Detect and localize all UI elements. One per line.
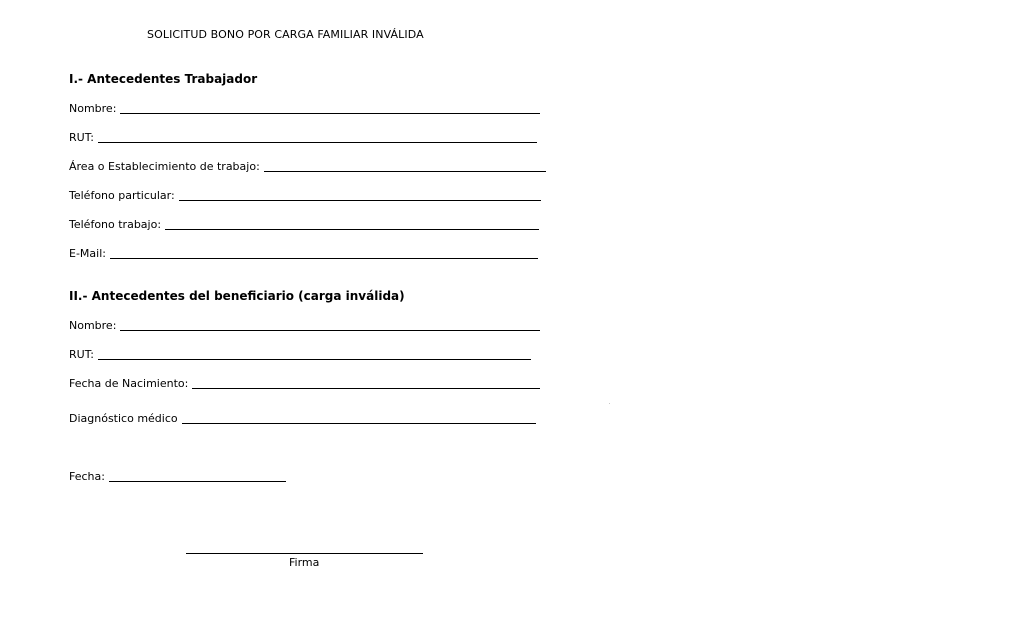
field-label: Área o Establecimiento de trabajo: bbox=[69, 160, 260, 173]
field-blank-line[interactable] bbox=[182, 423, 536, 424]
field-beneficiary-diagnostico bbox=[69, 410, 536, 426]
field-label: Fecha de Nacimiento: bbox=[69, 377, 189, 390]
field-blank-line[interactable] bbox=[120, 330, 540, 331]
scan-speck bbox=[609, 403, 610, 404]
field-blank-line[interactable] bbox=[179, 200, 541, 201]
section-heading-beneficiary: II.- Antecedentes del beneficiario (carga inválida) bbox=[69, 289, 405, 303]
field-beneficiary-nombre bbox=[69, 317, 540, 333]
field-blank-line[interactable] bbox=[98, 359, 531, 360]
field-label: Fecha: bbox=[69, 470, 105, 483]
field-fecha bbox=[69, 468, 286, 484]
signature-line[interactable] bbox=[186, 553, 423, 554]
field-blank-line[interactable] bbox=[98, 142, 537, 143]
signature-label: Firma bbox=[289, 556, 320, 569]
field-worker-telefono-particular bbox=[69, 187, 541, 203]
field-worker-email bbox=[69, 245, 538, 261]
field-label: Diagnóstico médico bbox=[69, 412, 178, 425]
field-label: Nombre: bbox=[69, 319, 117, 332]
field-beneficiary-rut bbox=[69, 346, 531, 362]
field-worker-telefono-trabajo bbox=[69, 216, 539, 232]
field-blank-line[interactable] bbox=[165, 229, 539, 230]
field-label: RUT: bbox=[69, 348, 94, 361]
field-worker-rut bbox=[69, 129, 537, 145]
field-label: Teléfono particular: bbox=[69, 189, 175, 202]
field-label: E-Mail: bbox=[69, 247, 106, 260]
field-blank-line[interactable] bbox=[264, 171, 546, 172]
page-title: SOLICITUD BONO POR CARGA FAMILIAR INVÁLIDA bbox=[147, 28, 424, 41]
field-label: RUT: bbox=[69, 131, 94, 144]
field-beneficiary-fecha-nacimiento bbox=[69, 375, 540, 391]
field-worker-nombre bbox=[69, 100, 540, 116]
field-blank-line[interactable] bbox=[120, 113, 540, 114]
field-blank-line[interactable] bbox=[192, 388, 540, 389]
field-label: Teléfono trabajo: bbox=[69, 218, 162, 231]
field-blank-line[interactable] bbox=[110, 258, 538, 259]
field-worker-area bbox=[69, 158, 546, 174]
section-heading-worker: I.- Antecedentes Trabajador bbox=[69, 72, 258, 86]
field-blank-line[interactable] bbox=[109, 481, 286, 482]
field-label: Nombre: bbox=[69, 102, 117, 115]
